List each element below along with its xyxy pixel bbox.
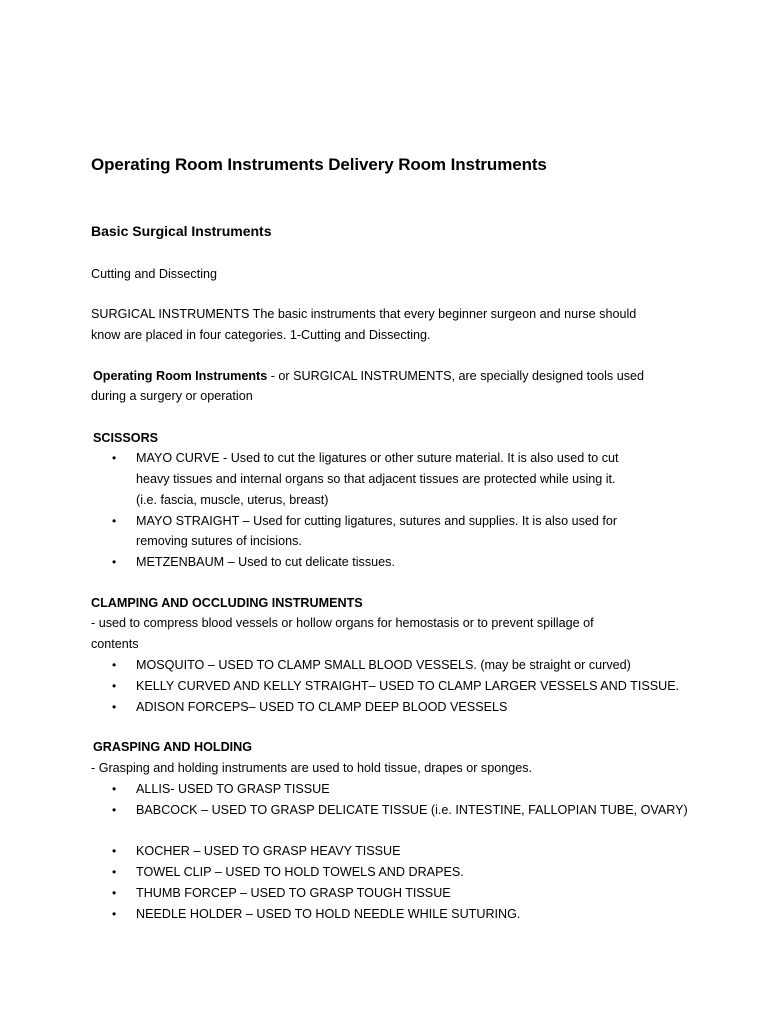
list-item: MAYO STRAIGHT – Used for cutting ligatures, sutures and supplies. It is also used for <box>136 514 618 528</box>
list-item: NEEDLE HOLDER – USED TO HOLD NEEDLE WHILE SUTURING. <box>136 907 521 921</box>
list-item: KOCHER – USED TO GRASP HEAVY TISSUE <box>136 844 401 858</box>
list-item: METZENBAUM – Used to cut delicate tissues. <box>136 555 395 569</box>
definition-text: - or SURGICAL INSTRUMENTS, are specially designed tools used <box>267 369 645 383</box>
list-item: MAYO CURVE - Used to cut the ligatures or other suture material. It is also used to cut <box>136 451 619 465</box>
grasping-heading: GRASPING AND HOLDING <box>93 740 253 754</box>
list-item: ADISON FORCEPS– USED TO CLAMP DEEP BLOOD VESSELS <box>136 700 508 714</box>
list-item-continuation: removing sutures of incisions. <box>136 534 302 548</box>
list-item: MOSQUITO – USED TO CLAMP SMALL BLOOD VESSELS. (may be straight or curved) <box>136 658 631 672</box>
list-item: KELLY CURVED AND KELLY STRAIGHT– USED TO CLAMP LARGER VESSELS AND TISSUE. <box>136 679 680 693</box>
intro-line-1: SURGICAL INSTRUMENTS The basic instruments that every beginner surgeon and nurse should <box>91 307 637 321</box>
bullet-icon: • <box>112 844 117 858</box>
intro-line-2: know are placed in four categories. 1-Cutting and Dissecting. <box>91 328 431 342</box>
page-title: Operating Room Instruments Delivery Room Instruments <box>91 155 547 174</box>
clamping-desc-1: - used to compress blood vessels or hollow organs for hemostasis or to prevent spillage of <box>91 616 594 630</box>
scissors-heading: SCISSORS <box>93 431 159 445</box>
definition-line-1 <box>93 366 644 386</box>
section-subtitle: Basic Surgical Instruments <box>91 223 272 239</box>
bullet-icon: • <box>112 658 117 672</box>
definition-line-2: during a surgery or operation <box>91 389 253 403</box>
bullet-icon: • <box>112 700 117 714</box>
bullet-icon: • <box>112 886 117 900</box>
grasping-desc: - Grasping and holding instruments are used to hold tissue, drapes or sponges. <box>91 761 533 775</box>
list-item: ALLIS- USED TO GRASP TISSUE <box>136 782 330 796</box>
clamping-heading: CLAMPING AND OCCLUDING INSTRUMENTS <box>91 596 363 610</box>
bullet-icon: • <box>112 451 117 465</box>
clamping-desc-2: contents <box>91 637 139 651</box>
bullet-icon: • <box>112 865 117 879</box>
list-item: TOWEL CLIP – USED TO HOLD TOWELS AND DRAPES. <box>136 865 464 879</box>
bullet-icon: • <box>112 679 117 693</box>
bullet-icon: • <box>112 782 117 796</box>
bullet-icon: • <box>112 907 117 921</box>
list-item-continuation: heavy tissues and internal organs so that adjacent tissues are protected while using it. <box>136 472 616 486</box>
list-item: THUMB FORCEP – USED TO GRASP TOUGH TISSUE <box>136 886 451 900</box>
definition-term: Operating Room Instruments <box>93 369 268 383</box>
bullet-icon: • <box>112 803 117 817</box>
list-item: BABCOCK – USED TO GRASP DELICATE TISSUE (i.e. INTESTINE, FALLOPIAN TUBE, OVARY) <box>136 803 688 817</box>
list-item-continuation: (i.e. fascia, muscle, uterus, breast) <box>136 493 329 507</box>
bullet-icon: • <box>112 514 117 528</box>
bullet-icon: • <box>112 555 117 569</box>
cutting-heading: Cutting and Dissecting <box>91 267 218 281</box>
